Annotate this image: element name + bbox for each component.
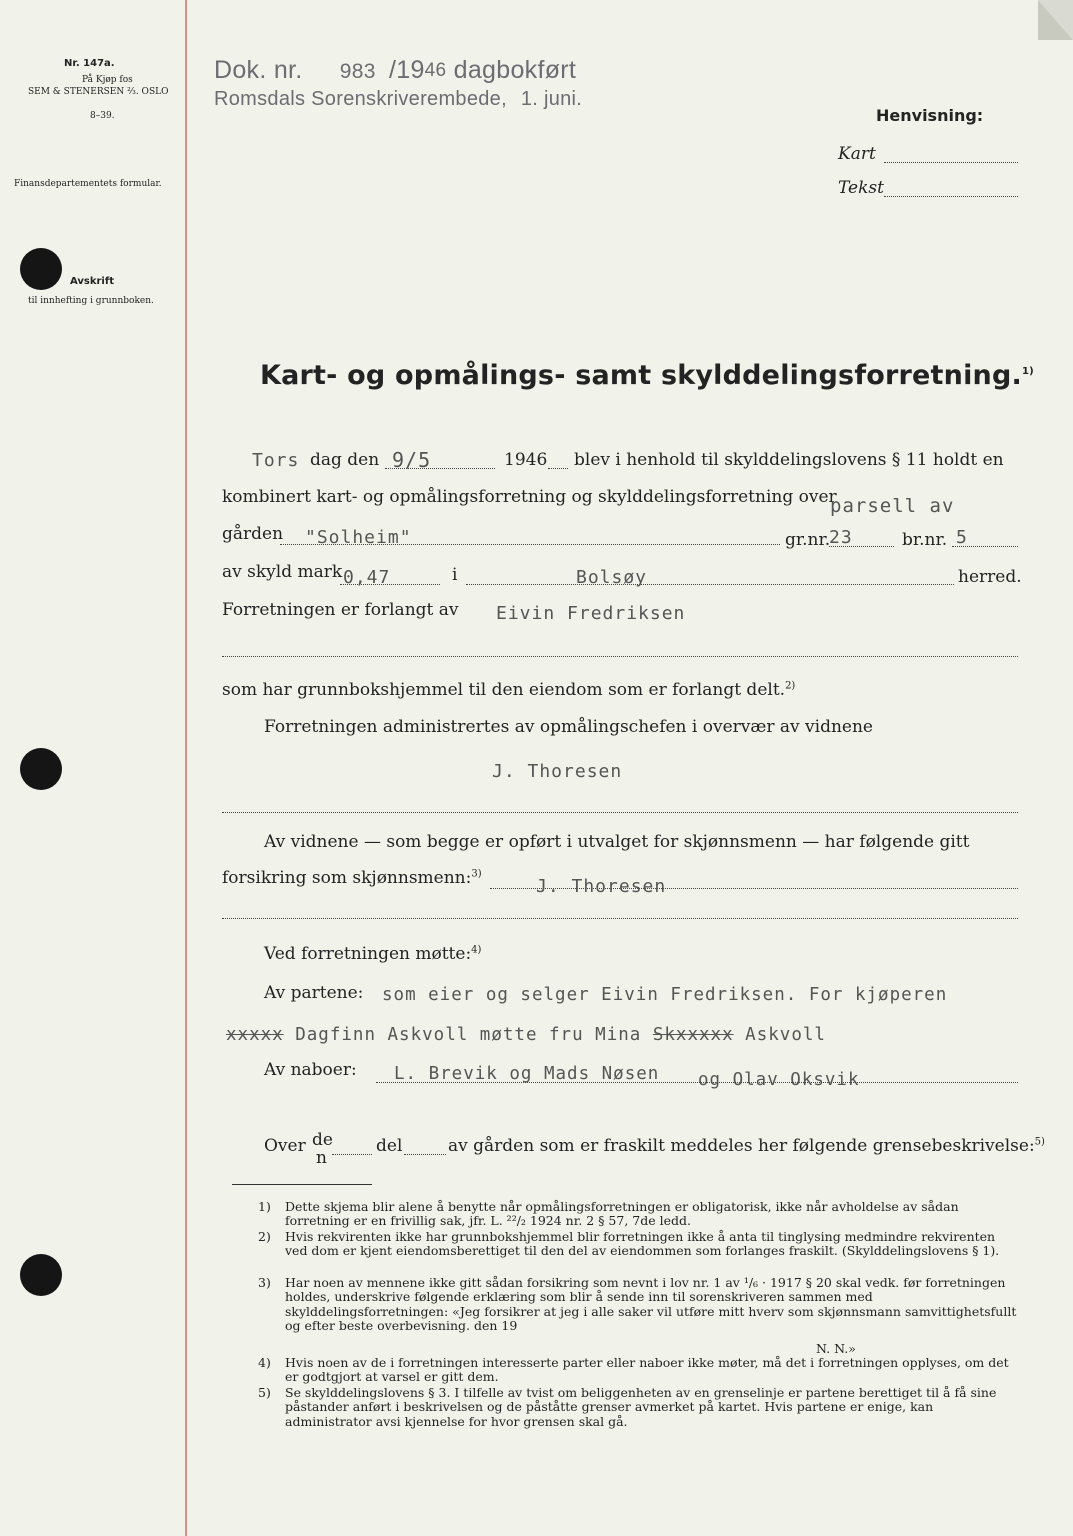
footnote-5-text: Se skylddelingslovens § 3. I tilfelle av tvist om beliggenheten av en grenselinje er partene berettiget til å få sine påstander anført i beskrivelsen og de påståtte grenser avmerket på kartet. Hvis partene er enige, kan administrator avsi kjennelse for hvor grensen skal gå.	[285, 1385, 997, 1429]
herred-dots	[466, 584, 954, 585]
brnr-label: br.nr.	[902, 530, 948, 550]
footnote-4	[258, 1356, 1018, 1385]
grnr-label: gr.nr.	[785, 530, 831, 550]
footnote-5-num: 5)	[258, 1385, 271, 1400]
present-label	[264, 944, 481, 964]
witness-text2-main: forsikring som skjønnsmenn:	[222, 868, 472, 888]
over-note: 5)	[1034, 1136, 1045, 1148]
publisher-line2: SEM & STENERSEN ⅔. OSLO	[28, 87, 169, 97]
over-de: de	[312, 1130, 333, 1150]
skyld-dots	[340, 584, 440, 585]
neighbors-dots	[376, 1082, 1018, 1083]
neighbors-value2: og Olav Oksvik	[698, 1070, 860, 1090]
grunnbok-text-main: som har grunnbokshjemmel til den eiendom som er forlangt delt.	[222, 680, 786, 700]
text-label: Tekst	[838, 178, 884, 198]
document-title	[260, 360, 1034, 391]
herred-value: Bolsøy	[576, 567, 648, 588]
footnote-4-num: 4)	[258, 1355, 271, 1370]
year-prefix: /19	[389, 56, 425, 84]
parties-struck2: Skxxxxx	[652, 1025, 734, 1045]
grunnbok-note: 2)	[785, 680, 796, 692]
over-del: del	[376, 1136, 403, 1156]
witness-note: 3)	[471, 868, 482, 880]
brnr-value: 5	[956, 527, 968, 548]
parties-value2a: Dagfinn Askvoll møtte fru Mina	[295, 1025, 642, 1045]
over-rest	[448, 1136, 1045, 1156]
requested-value: Eivin Fredriksen	[496, 603, 686, 624]
herred-label: herred.	[958, 567, 1022, 587]
punch-hole	[20, 748, 62, 790]
witness-value2: J. Thoresen	[536, 876, 667, 897]
over-rest-main: av gården som er fraskilt meddeles her følgende grensebeskrivelse:	[448, 1136, 1035, 1156]
footnote-1-num: 1)	[258, 1199, 271, 1214]
form-owner: Finansdepartementets formular.	[14, 179, 162, 189]
publisher-line1: På Kjøp fos	[82, 75, 133, 85]
footnote-2	[258, 1230, 1018, 1259]
admin-text: Forretningen administrertes av opmålingschefen i overvær av vidnene	[264, 717, 873, 737]
date-value: 9/5	[392, 448, 432, 472]
footnote-3	[258, 1276, 1018, 1334]
margin-line	[185, 0, 187, 1536]
requested-dots	[222, 656, 1018, 657]
witness2-dots-line2	[222, 918, 1018, 919]
grnr-value: 23	[829, 527, 853, 548]
footnote-2-num: 2)	[258, 1229, 271, 1244]
stamp-line2	[214, 88, 582, 111]
map-label: Kart	[838, 144, 876, 164]
witness-value: J. Thoresen	[492, 761, 623, 782]
farm-value: "Solheim"	[305, 527, 412, 548]
in-label: i	[452, 565, 458, 585]
witness-dots	[222, 812, 1018, 813]
year-value: 1946	[504, 450, 548, 470]
parties-struck1: xxxxx	[226, 1025, 284, 1045]
parties-value1: som eier og selger Eivin Fredriksen. For kjøperen	[382, 985, 948, 1005]
folded-corner	[1038, 0, 1073, 40]
text-dots	[884, 196, 1018, 197]
day-typed: Tors	[252, 450, 300, 471]
present-note: 4)	[471, 944, 482, 956]
footnote-3-signature: N. N.»	[816, 1341, 856, 1356]
neighbors-value: L. Brevik og Mads Nøsen	[394, 1064, 660, 1084]
year-dots	[548, 468, 568, 469]
parties-value2b: Askvoll	[745, 1025, 826, 1045]
footnote-3-num: 3)	[258, 1275, 271, 1290]
over-label: Over	[264, 1136, 306, 1156]
reference-label: Henvisning:	[876, 106, 984, 125]
footnote-5	[258, 1386, 1018, 1429]
grunnbok-text	[222, 680, 795, 700]
footnote-rule	[232, 1184, 372, 1185]
footnote-2-text: Hvis rekvirenten ikke har grunnbokshjemmel blir forretningen ikke å anta til tinglysing medmindre rekvirenten ved dom er kjent eiendomsberettiget til den del av eiendommen som forlanges fraskilt. (Skylddelingslovens § 1).	[285, 1229, 1000, 1259]
grnr-dots	[829, 546, 894, 547]
stamp-dagbokfort: dagbokført	[453, 56, 577, 84]
parties-line2	[226, 1025, 826, 1045]
line2-text: kombinert kart- og opmålingsforretning og skylddelingsforretning over	[222, 487, 837, 507]
witness-text2	[222, 868, 482, 888]
requested-label: Forretningen er forlangt av	[222, 600, 459, 620]
over-dots2	[404, 1154, 446, 1155]
neighbors-label: Av naboer:	[264, 1060, 357, 1080]
day-suffix: dag den	[310, 450, 380, 470]
punch-hole	[20, 1254, 62, 1296]
parties-label: Av partene:	[264, 983, 364, 1003]
skyld-label: av skyld mark	[222, 562, 343, 582]
copy-label: Avskrift	[70, 276, 114, 287]
stamp-doc-label: Dok. nr.	[214, 56, 303, 84]
stamp-line1	[214, 56, 576, 85]
witness-text1: Av vidnene — som begge er opført i utvalget for skjønnsmenn — har følgende gitt	[264, 832, 970, 852]
map-dots	[884, 162, 1018, 163]
over-dots1	[332, 1154, 372, 1155]
form-number: Nr. 147a.	[64, 58, 115, 69]
footnote-3-text: Har noen av mennene ikke gitt sådan forsikring som nevnt i lov nr. 1 av ¹/₆ · 1917 § 20 skal vedk. før forretningen holdes, underskrive følgende erklæring som blir å sende inn til sorenskriveren sammen med skylddelingsforretningen: «Jeg forsikrer at jeg i alle saker vil utføre mitt hverv som skjønnsmann samvittighetsfullt og efter beste overbevisning. den 19	[285, 1275, 1017, 1334]
present-label-main: Ved forretningen møtte:	[264, 944, 472, 964]
stamp-office: Romsdals Sorenskriverembede,	[214, 88, 507, 110]
punch-hole	[20, 248, 62, 290]
over-n: n	[316, 1148, 327, 1168]
skyld-value: 0,47	[343, 567, 391, 588]
stamp-date: 1. juni.	[520, 88, 583, 110]
line1-rest: blev i henhold til skylddelingslovens § 11 holdt en	[574, 450, 1004, 470]
brnr-dots	[952, 546, 1018, 547]
title-note: 1)	[1021, 366, 1034, 377]
title-text: Kart- og opmålings- samt skylddelingsforretning.	[260, 360, 1022, 391]
copy-note: til innhefting i grunnboken.	[28, 296, 154, 306]
farm-label: gården	[222, 524, 284, 544]
doc-number: 983	[339, 60, 376, 83]
publisher-date: 8–39.	[90, 111, 115, 121]
footnote-1-text: Dette skjema blir alene å benytte når opmålingsforretningen er obligatorisk, ikke når avholdelse av sådan forretning er en frivillig sak, jfr. L. ²²/₂ 1924 nr. 2 § 57, 7de ledd.	[285, 1199, 959, 1229]
footnote-1	[258, 1200, 1018, 1229]
parcel-value: parsell av	[830, 495, 955, 517]
year-suffix: 46	[424, 60, 447, 81]
footnote-4-text: Hvis noen av de i forretningen interesserte parter eller naboer ikke møter, må det i forretningen opplyses, om det er godtgjort at varsel er gitt dem.	[285, 1355, 1009, 1385]
